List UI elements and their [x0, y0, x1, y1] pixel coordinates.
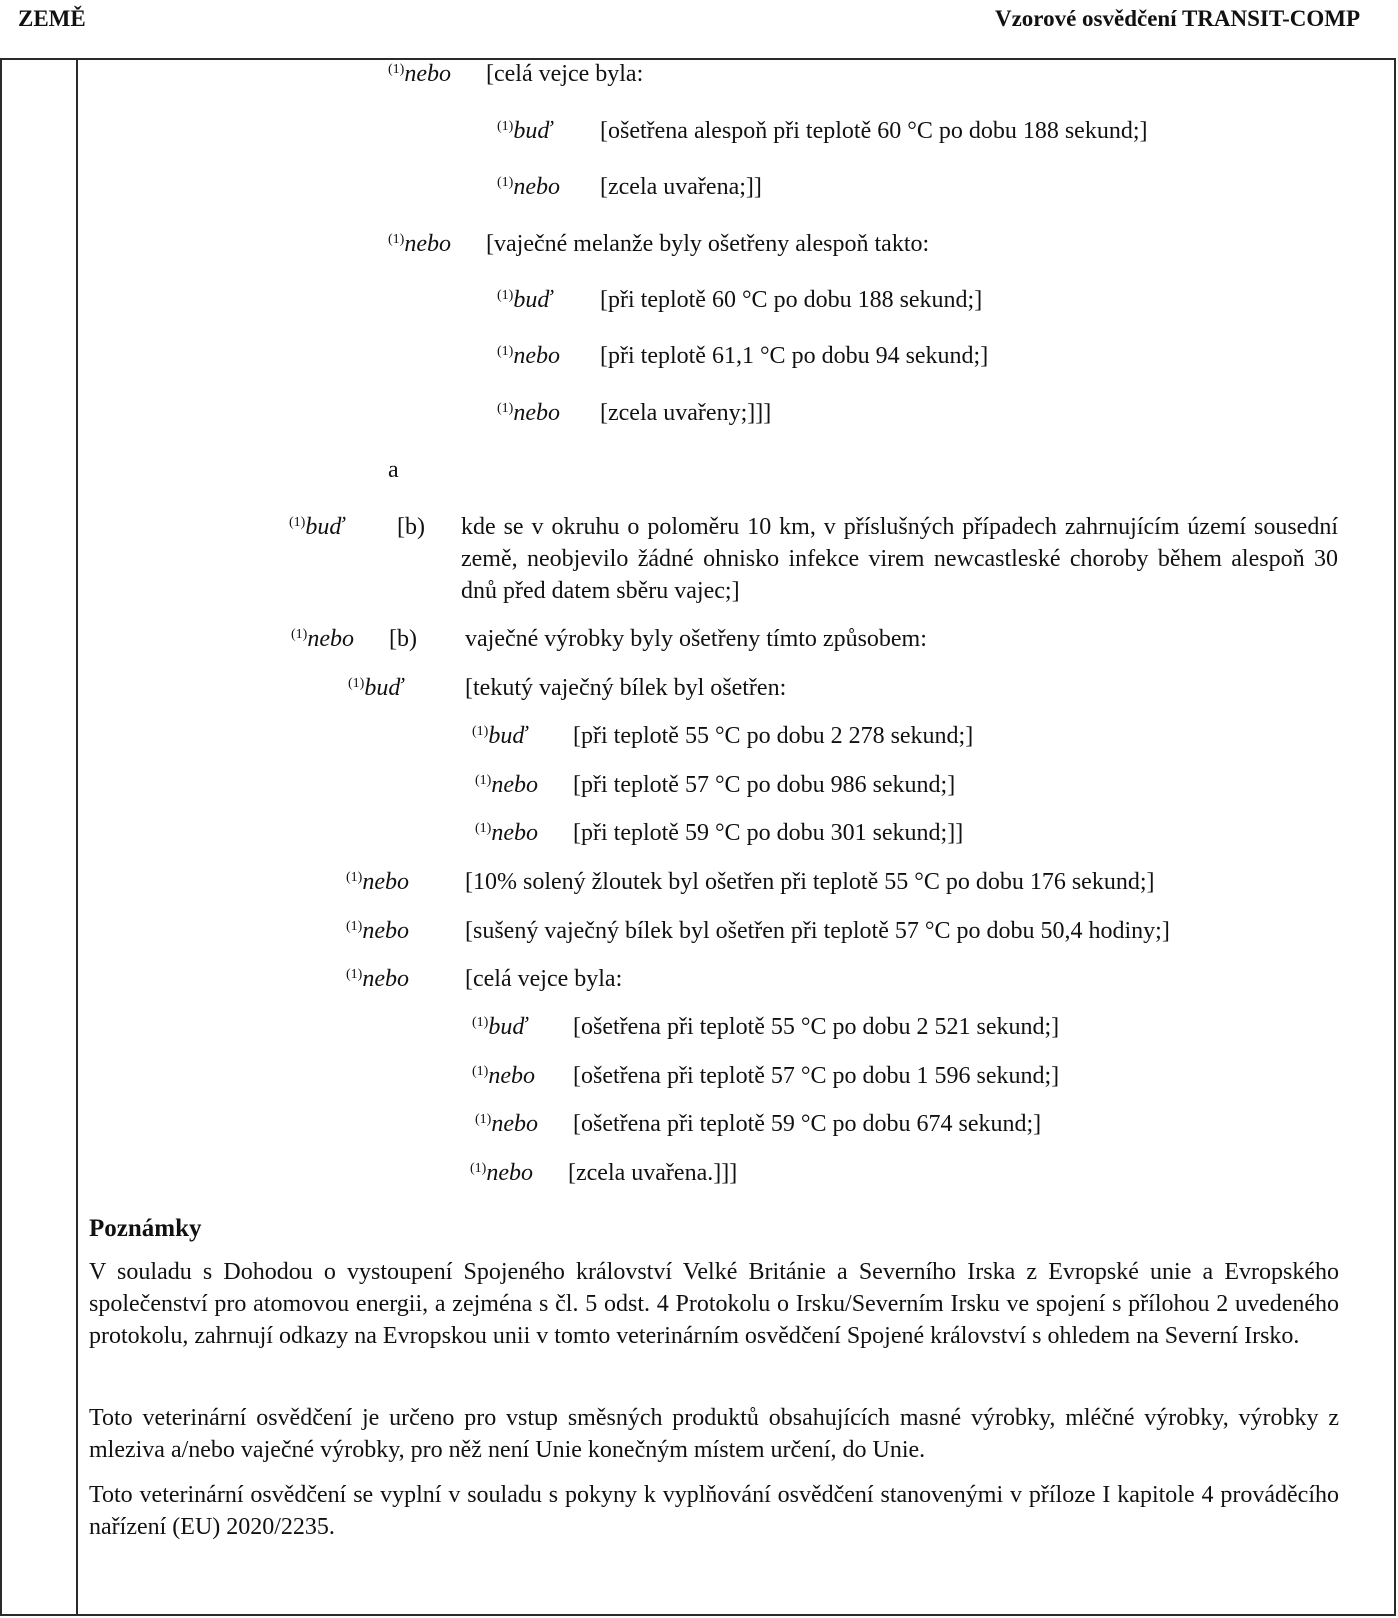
option-text: vaječné výrobky byly ošetřeny tímto způsobem:: [465, 626, 927, 652]
option-label: $^{(1)}$nebo: [497, 400, 560, 426]
option-label: $^{(1)}$buď: [472, 723, 527, 749]
option-label: $^{(1)}$nebo: [388, 231, 451, 257]
option-text: [ošetřena při teplotě 59 °C po dobu 674 sekund;]: [573, 1111, 1042, 1137]
option-label: $^{(1)}$nebo: [475, 1111, 538, 1137]
option-text: [sušený vaječný bílek byl ošetřen při teplotě 57 °C po dobu 50,4 hodiny;]: [465, 918, 1170, 944]
option-text: [ošetřena alespoň při teplotě 60 °C po dobu 188 sekund;]: [600, 118, 1148, 144]
option-label: $^{(1)}$nebo: [472, 1063, 535, 1089]
notes-heading: Poznámky: [89, 1215, 202, 1242]
option-text: [při teplotě 57 °C po dobu 986 sekund;]: [573, 772, 956, 798]
option-label: $^{(1)}$buď: [472, 1014, 527, 1040]
header-country: ZEMĚ: [18, 6, 86, 31]
conjunction-text: a: [388, 457, 399, 483]
option-label: $^{(1)}$buď: [497, 287, 552, 313]
option-label: $^{(1)}$nebo: [475, 820, 538, 846]
option-text: [ošetřena při teplotě 55 °C po dobu 2 521 sekund;]: [573, 1014, 1060, 1040]
option-text: [ošetřena při teplotě 57 °C po dobu 1 596 sekund;]: [573, 1063, 1060, 1089]
option-label: $^{(1)}$nebo: [388, 61, 451, 87]
option-text: [10% solený žloutek byl ošetřen při teplotě 55 °C po dobu 176 sekund;]: [465, 869, 1155, 895]
point-marker: [b): [397, 514, 425, 540]
option-label: $^{(1)}$nebo: [470, 1160, 533, 1186]
notes-paragraph: V souladu s Dohodou o vystoupení Spojeného království Velké Británie a Severního Irska z Evropské unie a Evropského společenství pro atomovou energii, a zejména s čl. 5 odst. 4 Protokolu o Irsku/Severním Irsku ve spojení s přílohou 2 uvedeného protokolu, zahrnují odkazy na Evropskou unii v tomto veterinárním osvědčení Spojené království s ohledem na Severní Irsko.: [89, 1259, 1339, 1349]
option-label: $^{(1)}$nebo: [346, 966, 409, 992]
option-label: $^{(1)}$buď: [497, 118, 552, 144]
option-text: [zcela uvařeny;]]]: [600, 400, 772, 426]
option-text: [při teplotě 60 °C po dobu 188 sekund;]: [600, 287, 983, 313]
option-text: kde se v okruhu o poloměru 10 km, v příslušných případech zahrnujícím území sousední země, neobjevilo žádné ohnisko infekce virem newcastleské choroby během alespoň 30 dnů před datem sběru vajec;]: [461, 514, 1338, 604]
option-label: $^{(1)}$nebo: [291, 626, 354, 652]
option-text: [zcela uvařena;]]: [600, 174, 762, 200]
notes-paragraph: Toto veterinární osvědčení je určeno pro vstup směsných produktů obsahujících masné výrobky, mléčné výrobky, výrobky z mleziva a/nebo vaječné výrobky, pro něž není Unie konečným místem určení, do Unie.: [89, 1405, 1339, 1463]
option-text: [vaječné melanže byly ošetřeny alespoň takto:: [486, 231, 930, 257]
option-label: $^{(1)}$nebo: [346, 918, 409, 944]
point-marker: [b): [389, 626, 417, 652]
option-text: [celá vejce byla:: [486, 61, 644, 87]
option-text: [při teplotě 59 °C po dobu 301 sekund;]]: [573, 820, 964, 846]
option-label: $^{(1)}$nebo: [497, 174, 560, 200]
option-label: $^{(1)}$nebo: [346, 869, 409, 895]
option-label: $^{(1)}$buď: [348, 675, 403, 701]
notes-paragraph: Toto veterinární osvědčení se vyplní v souladu s pokyny k vyplňování osvědčení stanovenými v příloze I kapitole 4 prováděcího nařízení (EU) 2020/2235.: [89, 1482, 1339, 1540]
option-label: $^{(1)}$nebo: [497, 343, 560, 369]
option-text: [tekutý vaječný bílek byl ošetřen:: [465, 675, 787, 701]
column-divider: [76, 58, 78, 1616]
option-text: [při teplotě 61,1 °C po dobu 94 sekund;]: [600, 343, 989, 369]
header-certificate-title: Vzorové osvědčení TRANSIT-COMP: [994, 6, 1360, 31]
option-text: [celá vejce byla:: [465, 966, 623, 992]
option-text: [zcela uvařena.]]]: [568, 1160, 738, 1186]
option-label: $^{(1)}$buď: [289, 514, 344, 540]
option-label: $^{(1)}$nebo: [475, 772, 538, 798]
option-text: [při teplotě 55 °C po dobu 2 278 sekund;]: [573, 723, 974, 749]
